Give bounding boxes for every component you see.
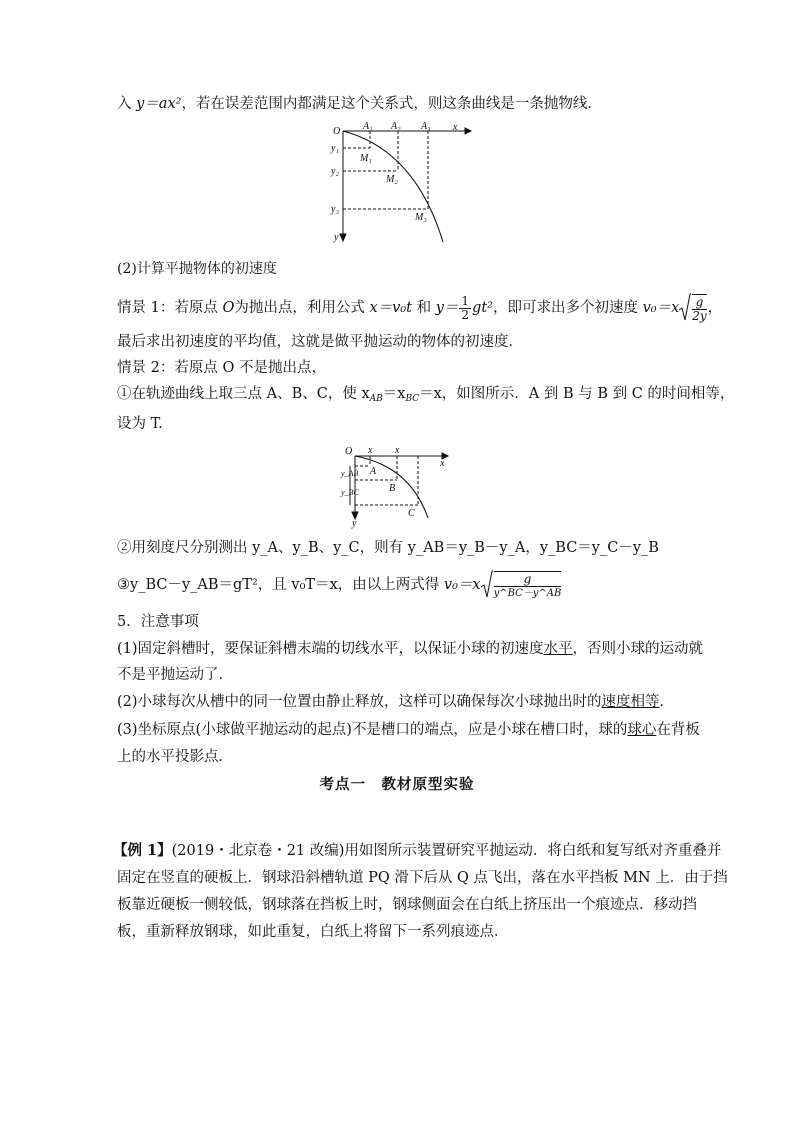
case1-origin: O <box>222 300 235 316</box>
case2-line: 情景 2：若原点 O 不是抛出点， <box>117 360 326 376</box>
note3-line2: 上的水平投影点． <box>117 749 233 765</box>
case1-sqrt-den: 2y <box>692 308 707 323</box>
fig2-x-axis: x <box>440 458 445 469</box>
fig1-label-a2: A₂ <box>391 121 401 132</box>
case1-gt2: gt² <box>472 300 493 316</box>
step3-line <box>117 570 562 600</box>
case1-frac-num: 1 <box>461 293 470 308</box>
step3-sqrt-frac <box>494 571 562 600</box>
fig2-point-c: C <box>408 508 415 519</box>
step1-b: ＝x <box>382 386 406 402</box>
fig1-y-axis: y <box>334 232 339 243</box>
fig1-label-y3: y₃ <box>331 204 339 215</box>
step1-sub-bc: BC <box>405 394 420 404</box>
step1-a: ①在轨迹曲线上取三点 A、B、C，使 x <box>117 386 370 402</box>
case1-mid: 为抛出点，利用公式 <box>234 300 370 316</box>
note2-underline: 速度相等 <box>601 694 660 710</box>
case1-formula-y: y＝ <box>435 300 459 316</box>
fig1-label-m2: M₂ <box>386 174 398 185</box>
fig1-label-y2: y₂ <box>331 166 339 177</box>
case1-sqrt-frac <box>692 294 706 323</box>
note1-a: (1)固定斜槽时，要保证斜槽末端的切线水平，以保证小球的初速度 <box>117 641 544 657</box>
note2-line <box>117 692 674 712</box>
intro-line <box>117 94 602 114</box>
case1-sqrt <box>679 293 707 323</box>
fig1-label-y1: y₁ <box>331 143 339 154</box>
note3-underline: 球心 <box>627 722 657 738</box>
step1-sub-ab: AB <box>369 394 383 404</box>
note2-b: ． <box>659 694 675 710</box>
step3-sqrt-num: g <box>494 573 562 587</box>
note1-line <box>117 639 703 659</box>
case1-and: 和 <box>411 300 436 316</box>
case1-line2: 最后求出初速度的平均值，这就是做平抛运动的物体的初速度． <box>117 334 523 350</box>
fig1-label-a3: A₃ <box>421 121 431 132</box>
fig1-x-axis: x <box>453 122 458 133</box>
case1-pre: 情景 1：若原点 <box>117 300 223 316</box>
fig2-y-bc: y_BC <box>341 488 359 497</box>
case1-formula-x: x＝v₀t <box>369 300 412 316</box>
intro-formula: y＝ax² <box>136 96 182 112</box>
fig2-origin: O <box>345 446 353 457</box>
fig1-origin: O <box>333 126 341 137</box>
notes-title: 5．注意事项 <box>117 614 199 630</box>
example-line2: 固定在竖直的硬板上．钢球沿斜槽轨道 PQ 滑下后从 Q 点飞出，落在水平挡板 MN 上．由于挡 <box>117 870 728 886</box>
fig2-y-axis: y <box>352 518 357 529</box>
example-line4: 板，重新释放钢球，如此重复，白纸上将留下一系列痕迹点． <box>117 924 509 940</box>
example-tag: 【例 1】 <box>113 842 172 859</box>
example-text1: (2019・北京卷・21 改编)用如图所示装置研究平抛运动．将白纸和复写纸对齐重叠并 <box>171 843 722 859</box>
note3-a: (3)坐标原点(小球做平抛运动的起点)不是槽口的端点，应是小球在槽口时，球的 <box>117 722 628 738</box>
section2-title: (2)计算平抛物体的初速度 <box>117 261 277 277</box>
fig1-label-a1: A₁ <box>363 121 373 132</box>
fig1-label-m1: M₁ <box>360 153 372 164</box>
case1-line <box>117 293 722 323</box>
step1-line <box>117 384 734 409</box>
note1-line2: 不是平抛运动了． <box>117 667 233 683</box>
sqrt-sign-icon <box>481 570 493 600</box>
case1-frac-den: 2 <box>461 307 470 322</box>
note2-a: (2)小球每次从槽中的同一位置由静止释放，这样可以确保每次小球抛出时的 <box>117 694 602 710</box>
intro-text-post: ，若在误差范围内都满足这个关系式，则这条曲线是一条抛物线． <box>181 96 602 112</box>
case1-fraction <box>459 295 471 322</box>
step3-v0: v₀＝x <box>443 577 481 593</box>
fig2-y-ab: y_AB <box>341 469 359 478</box>
case1-sqrt-num: g <box>692 296 706 310</box>
step1-c: ＝x，如图所示．A 到 B 与 B 到 C 的时间相等， <box>419 386 735 402</box>
step3-pre: ③y_BC－y_AB＝gT²，且 v₀T＝x，由以上两式得 <box>117 577 444 593</box>
fig1-label-m3: M₃ <box>415 212 427 223</box>
fig2-point-b: B <box>389 483 396 494</box>
intro-text-pre: 入 <box>117 96 137 112</box>
section-heading: 考点一 教材原型实验 <box>319 776 475 793</box>
fig2-x2: x <box>395 445 400 456</box>
note3-b: 在背板 <box>656 722 700 738</box>
figure-parabola-points <box>325 120 475 248</box>
fig2-point-a: A <box>370 466 377 477</box>
step2-line: ②用刻度尺分别测出 y_A、y_B、y_C，则有 y_AB＝y_B－y_A，y_BC＝y_C－y_B <box>117 540 659 556</box>
example-line3: 板靠近硬板一侧较低，钢球落在挡板上时，钢球侧面会在白纸上挤压出一个痕迹点．移动挡 <box>117 897 697 913</box>
step1-line2: 设为 T. <box>117 416 163 432</box>
fig2-x1: x <box>368 445 373 456</box>
note1-underline: 水平 <box>543 641 573 657</box>
case1-post: ，即可求出多个初速度 <box>492 300 643 316</box>
note1-b: ，否则小球的运动就 <box>572 641 704 657</box>
case1-v0: v₀＝x <box>642 300 680 316</box>
example-line1 <box>113 841 721 861</box>
step3-sqrt-den: y^BC－y^AB <box>493 587 562 599</box>
figure-abc-points <box>340 442 452 530</box>
step3-sqrt <box>481 570 563 600</box>
case1-end: ， <box>707 300 723 316</box>
sqrt-sign-icon <box>679 293 691 323</box>
note3-line <box>117 720 700 740</box>
